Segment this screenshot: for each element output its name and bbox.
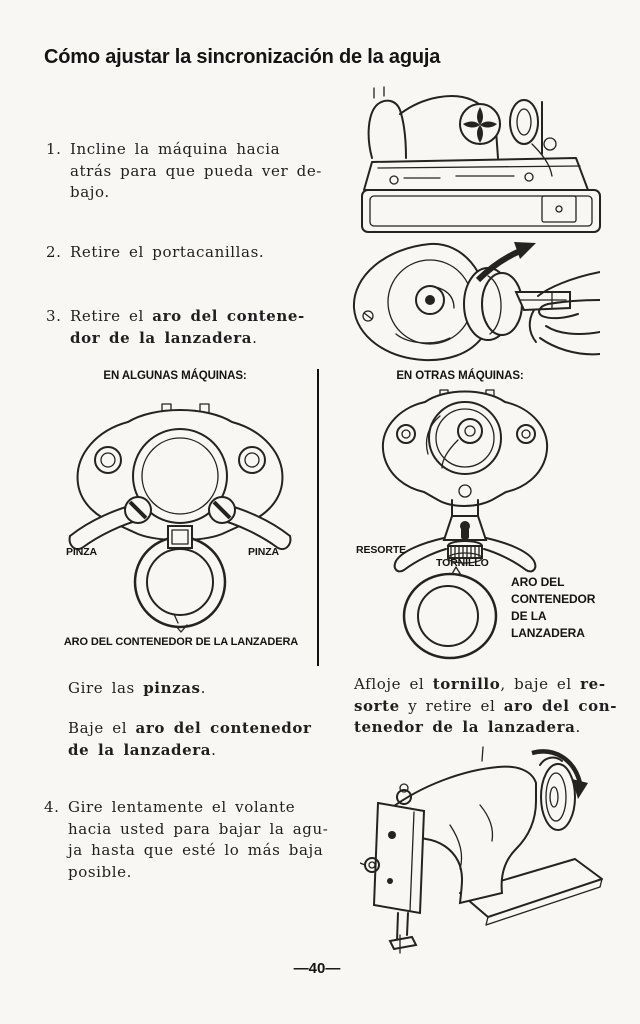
tornillo-label: TORNILLO — [436, 557, 489, 569]
step-1-line-2: atrás para que pueda ver de- — [70, 161, 322, 180]
illustration-bobbin-case-removal — [338, 238, 600, 368]
step-2 — [46, 242, 264, 264]
step-1-line-3: bajo. — [70, 183, 110, 201]
illustration-machine-handwheel-turn — [360, 745, 615, 955]
page-title: Cómo ajustar la sincronización de la aguja — [44, 46, 441, 68]
step-1-number: 1. — [46, 140, 62, 158]
illustration-machine-tilted-on-case — [344, 84, 622, 238]
step-4 — [44, 797, 328, 883]
step-2-line-1: Retire el portacanillas. — [70, 243, 265, 261]
step-3-number: 3. — [46, 307, 62, 325]
left-instruction-2: Baje el aro del contenedor de la lanzadera. — [68, 719, 312, 759]
pinza-left-label: PINZA — [66, 546, 98, 558]
step-1 — [46, 139, 322, 204]
page-number: —40— — [293, 960, 341, 977]
right-diagram-ring-label: ARO DEL CONTENEDOR DE LA LANZADERA — [511, 575, 596, 640]
step-4-line-4: posible. — [68, 862, 132, 881]
right-column-header: EN OTRAS MÁQUINAS: — [396, 370, 524, 382]
left-column-header: EN ALGUNAS MÁQUINAS: — [103, 370, 247, 382]
step-2-number: 2. — [46, 243, 62, 261]
step-4-number: 4. — [44, 798, 60, 816]
step-3-line-2: dor de la lanzadera. — [70, 328, 258, 347]
step-3 — [46, 306, 305, 349]
step-4-line-1: Gire lentamente el volante — [68, 798, 296, 816]
diagram-shuttle-race-with-latches — [50, 400, 310, 638]
step-4-line-2: hacia usted para bajar la agu- — [68, 819, 329, 838]
left-instruction-1: Gire las pinzas. — [68, 679, 206, 697]
pinza-right-label: PINZA — [248, 546, 280, 558]
step-1-line-1: Incline la máquina hacia — [70, 140, 281, 158]
left-diagram-caption: ARO DEL CONTENEDOR DE LA LANZADERA — [63, 636, 299, 648]
resorte-label: RESORTE — [356, 544, 407, 556]
right-instruction: Afloje el tornillo, baje el re- sorte y retire el aro del con- tenedor de la lanzadera. — [354, 675, 618, 736]
column-divider-rule — [317, 369, 319, 666]
step-4-line-3: ja hasta que esté lo más baja — [68, 841, 324, 859]
step-3-line-1: Retire el aro del contene- — [70, 307, 305, 325]
